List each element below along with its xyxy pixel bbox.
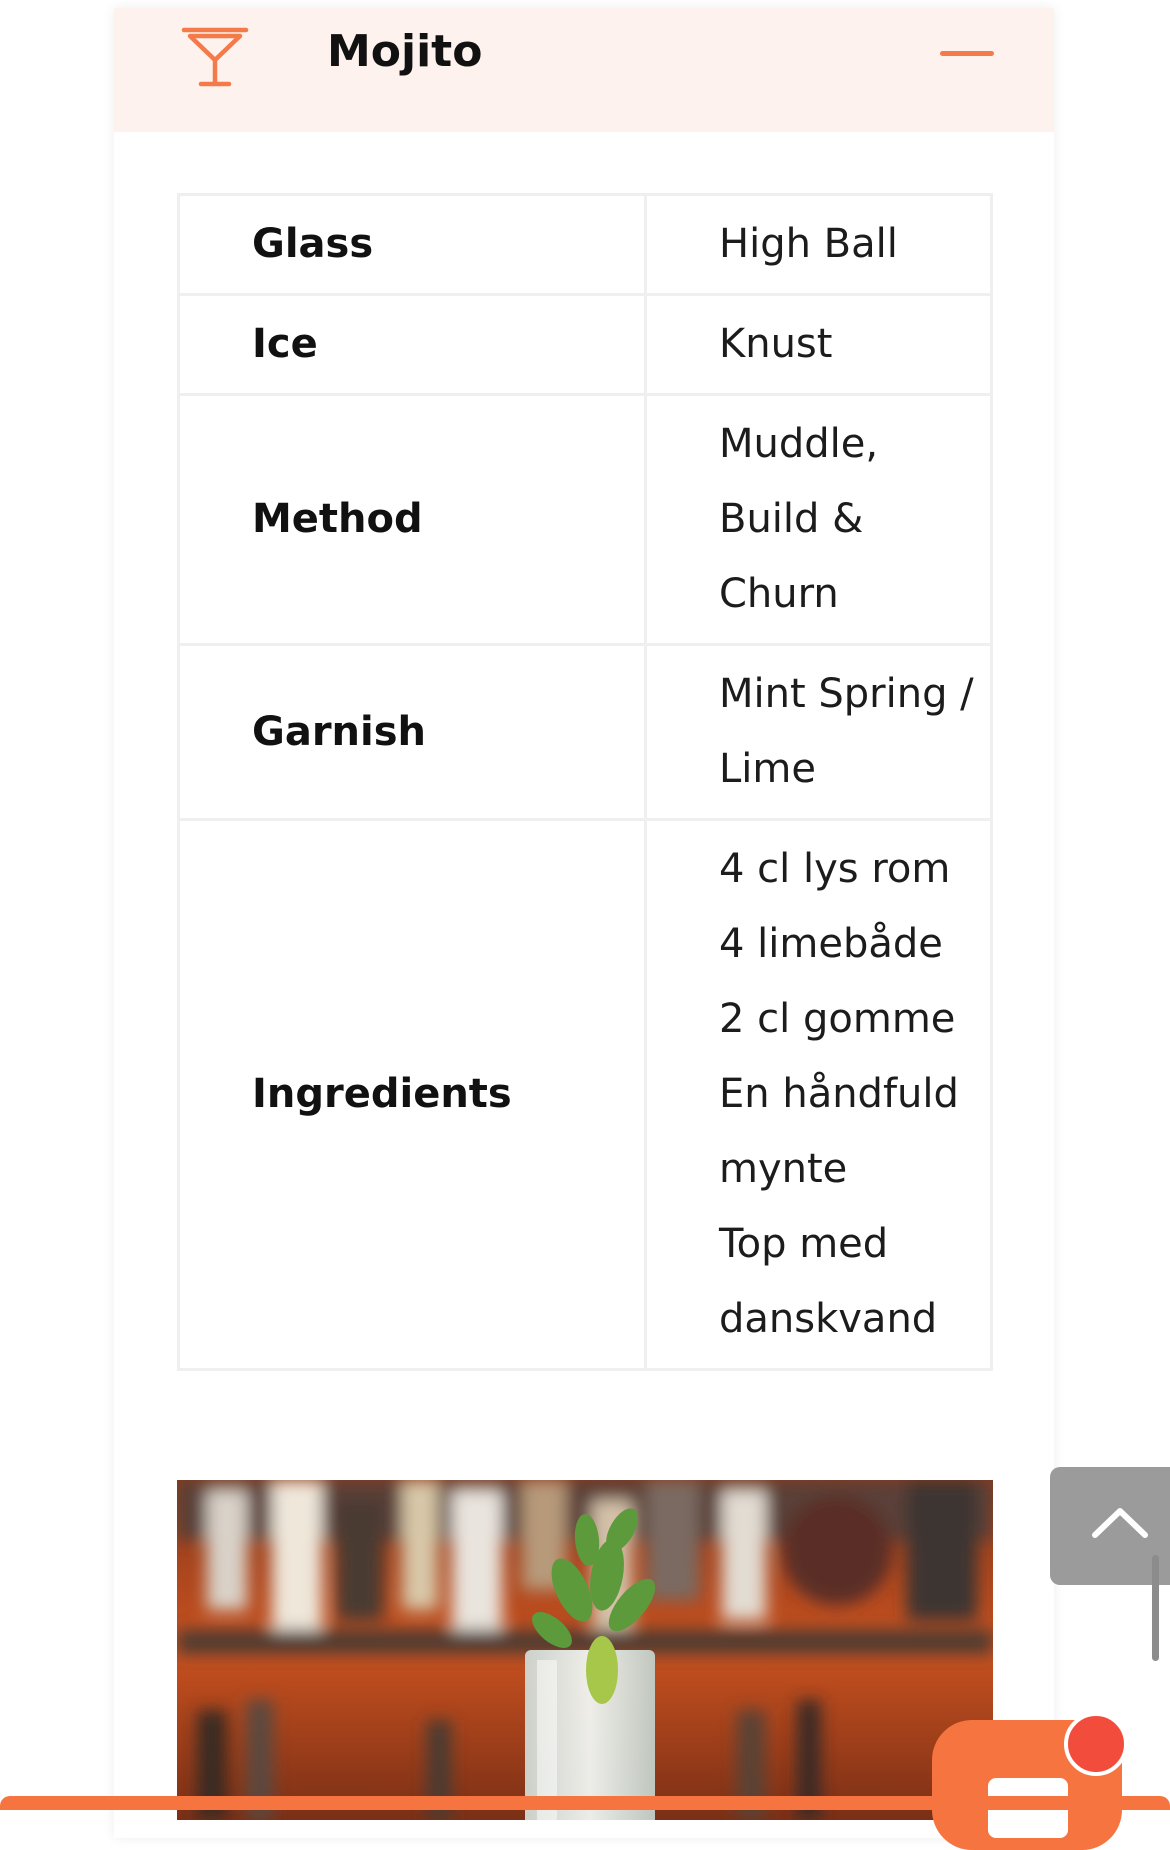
value-line: Muddle,	[719, 421, 879, 467]
recipe-spec-table	[177, 193, 993, 1371]
value-line: Lime	[719, 746, 816, 792]
spec-label: Ingredients	[179, 820, 646, 1370]
table-row	[179, 295, 992, 395]
value-line: Churn	[719, 571, 839, 617]
cocktail-photo-image	[177, 1480, 993, 1820]
value-line: High Ball	[719, 221, 898, 267]
value-line: 4 cl lys rom	[719, 846, 951, 892]
cocktail-glass-icon	[178, 20, 252, 94]
accordion-title: Mojito	[327, 26, 483, 77]
cocktail-photo	[177, 1480, 993, 1820]
spec-label: Ice	[179, 295, 646, 395]
value-line: En håndfuld	[719, 1071, 959, 1117]
spec-label: Garnish	[179, 645, 646, 820]
table-row	[179, 645, 992, 820]
spec-value	[646, 295, 992, 395]
table-row	[179, 395, 992, 645]
accordion-header[interactable]	[114, 8, 1054, 132]
value-line: Build &	[719, 496, 864, 542]
value-line: 2 cl gomme	[719, 996, 956, 1042]
value-line: Top med	[719, 1221, 889, 1267]
chevron-up-icon	[1091, 1505, 1149, 1539]
table-row	[179, 820, 992, 1370]
value-line: Knust	[719, 321, 833, 367]
notification-badge	[1064, 1712, 1128, 1776]
value-line: Mint Spring /	[719, 671, 974, 717]
spec-label: Method	[179, 395, 646, 645]
value-line: 4 limebåde	[719, 921, 943, 967]
table-row	[179, 195, 992, 295]
spec-value	[646, 395, 992, 645]
collapse-button[interactable]	[940, 34, 994, 74]
value-line: danskvand	[719, 1296, 938, 1342]
spec-value	[646, 195, 992, 295]
spec-value	[646, 645, 992, 820]
value-line: mynte	[719, 1146, 848, 1192]
bottom-bar	[0, 1796, 1170, 1810]
scrollbar-thumb[interactable]	[1152, 1555, 1159, 1661]
spec-label: Glass	[179, 195, 646, 295]
spec-value	[646, 820, 992, 1370]
minus-icon	[940, 51, 994, 56]
